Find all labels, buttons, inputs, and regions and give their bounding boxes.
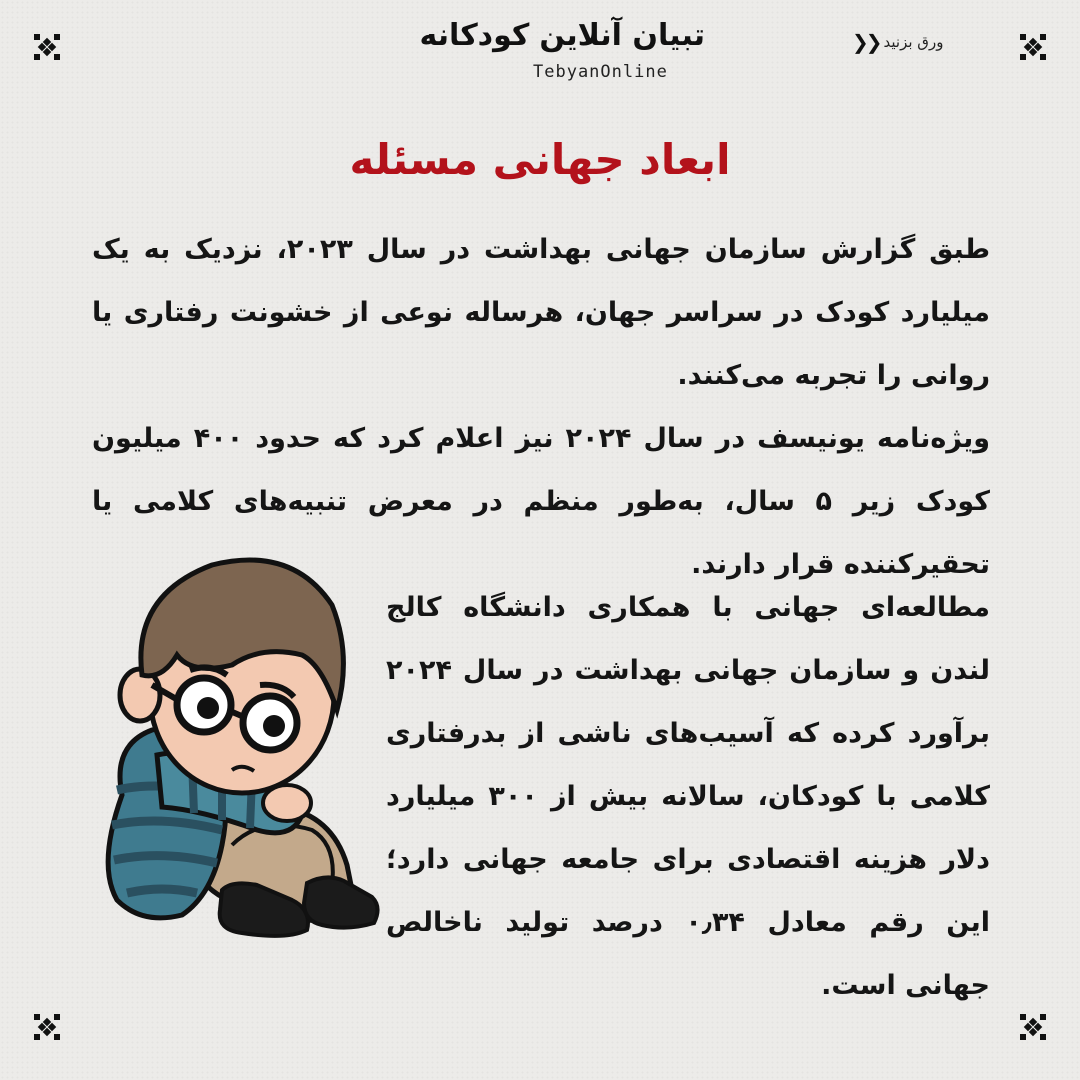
corner-pattern-icon bbox=[30, 1010, 64, 1044]
paragraph-who-report: طبق گزارش سازمان جهانی بهداشت در سال ۲۰۲۳، نزدیک به یک میلیارد کودک در سراسر جهان، هرساله نوعی از خشونت رفتاری یا روانی را تجربه می‌کنند. bbox=[92, 234, 990, 391]
paragraph-global-study: مطالعه‌ای جهانی با همکاری دانشگاه کالج لندن و سازمان جهانی بهداشت در سال ۲۰۲۴ برآورد کرده که آسیب‌های ناشی از بدرفتاری کلامی با کودکان، سالانه بیش از ۳۰۰ میلیارد دلار هزینه اقتصادی برای جامعه جهانی دارد؛ این رقم معادل ۰٫۳۴ درصد تولید ناخالص جهانی است. bbox=[386, 592, 990, 1001]
paragraph-unicef-report: ویژه‌نامه یونیسف در سال ۲۰۲۴ نیز اعلام کرد که حدود ۴۰۰ میلیون کودک زیر ۵ سال، به‌طور منظم در معرض تنبیه‌های کلامی یا تحقیرکننده قرار دارند. bbox=[92, 423, 991, 580]
corner-pattern-icon bbox=[30, 30, 64, 64]
double-chevron-left-icon: ❮❮ bbox=[852, 30, 880, 54]
page-title: ابعاد جهانی مسئله bbox=[349, 135, 731, 184]
corner-pattern-icon bbox=[1016, 1010, 1050, 1044]
brand-logo-persian bbox=[420, 18, 706, 53]
sad-child-illustration bbox=[82, 545, 382, 965]
brand-logo bbox=[385, 18, 705, 84]
brand-name: تبیان آنلاین bbox=[539, 18, 705, 53]
corner-pattern-icon bbox=[1016, 30, 1050, 64]
brand-section: کودکانه bbox=[419, 18, 530, 53]
swipe-hint[interactable] bbox=[852, 30, 943, 54]
swipe-label: ورق بزنید bbox=[883, 33, 944, 51]
brand-name-english: TebyanOnline bbox=[533, 62, 668, 82]
